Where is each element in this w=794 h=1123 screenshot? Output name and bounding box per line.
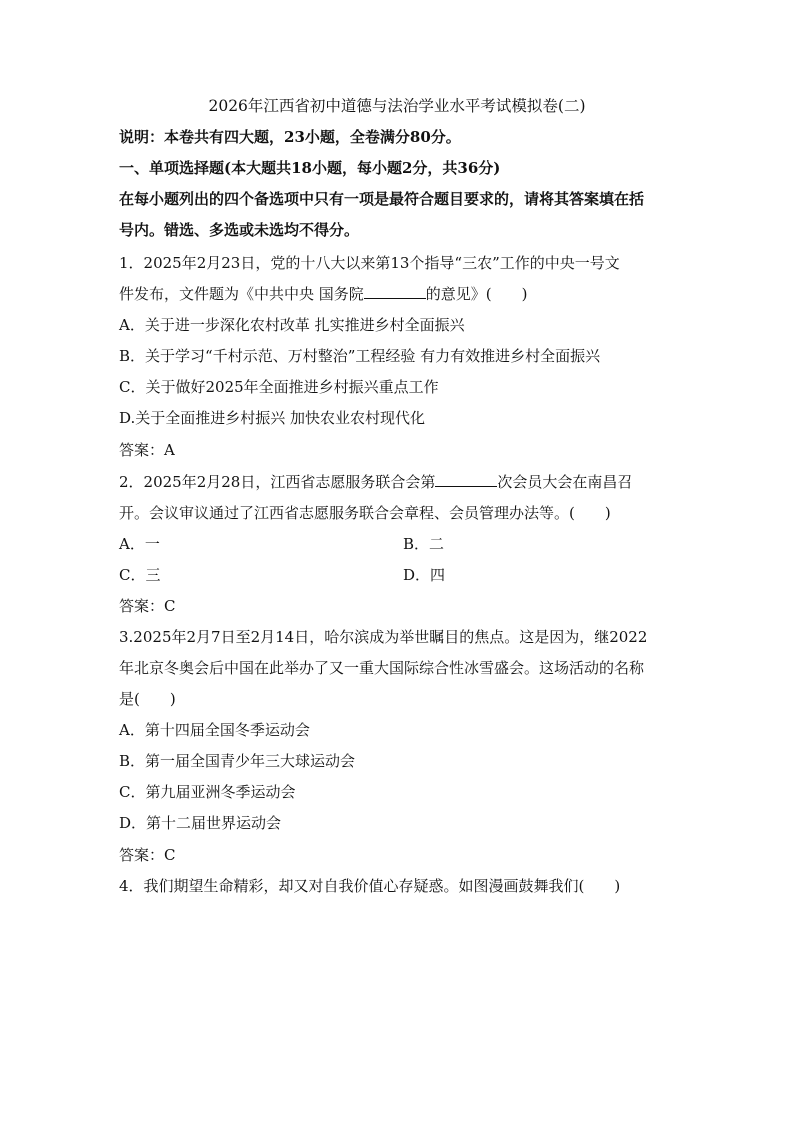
question-2-option-d: D．四	[403, 566, 446, 584]
question-3-option-a: A．第十四届全国冬季运动会	[119, 721, 310, 739]
question-1-option-c: C．关于做好2025年全面推进乡村振兴重点工作	[119, 378, 439, 396]
question-2-stem-text-after-blank: 次会员大会在南昌召	[497, 473, 633, 491]
question-1-option-b: B．关于学习“千村示范、万村整治”工程经验 有力有效推进乡村全面振兴	[119, 347, 601, 365]
question-1-stem-line-2	[119, 284, 528, 304]
question-3-answer: 答案：C	[119, 846, 176, 864]
section-instruction-line-2: 号内。错选、多选或未选均不得分。	[119, 221, 360, 239]
section-heading: 一、单项选择题(本大题共18小题，每小题2分，共36分)	[119, 159, 501, 177]
exam-title: 2026年江西省初中道德与法治学业水平考试模拟卷(二)	[208, 97, 586, 115]
question-3-stem-line-1: 3.2025年2月7日至2月14日，哈尔滨成为举世瞩目的焦点。这是因为，继2022	[119, 628, 648, 646]
question-2-stem-text-before-blank: 2．2025年2月28日，江西省志愿服务联合会第	[119, 473, 436, 491]
question-2-option-b: B．二	[403, 535, 445, 553]
question-1-stem-text-after-blank: 的意见》( )	[425, 285, 528, 303]
question-1-option-d: D.关于全面推进乡村振兴 加快农业农村现代化	[119, 409, 426, 427]
question-1-blank	[364, 284, 426, 299]
question-2-answer: 答案：C	[119, 597, 176, 615]
question-1-stem-text-before-blank: 件发布，文件题为《中共中央 国务院	[119, 285, 364, 303]
exam-note: 说明：本卷共有四大题，23小题，全卷满分80分。	[119, 128, 461, 146]
question-1-stem-line-1: 1．2025年2月23日，党的十八大以来第13个指导“三农”工作的中央一号文	[119, 254, 620, 272]
question-3-stem-line-3: 是( )	[119, 690, 176, 708]
question-3-option-c: C．第九届亚洲冬季运动会	[119, 783, 296, 801]
question-2-option-a: A．一	[119, 535, 160, 553]
question-2-stem-line-2: 开。会议审议通过了江西省志愿服务联合会章程、会员管理办法等。( )	[119, 504, 611, 522]
section-instruction-line-1: 在每小题列出的四个备选项中只有一项是最符合题目要求的，请将其答案填在括	[119, 190, 645, 208]
question-4-stem-line-1: 4．我们期望生命精彩，却又对自我价值心存疑惑。如图漫画鼓舞我们( )	[119, 877, 621, 895]
question-2-blank	[435, 472, 497, 487]
question-3-option-d: D．第十二届世界运动会	[119, 814, 282, 832]
question-1-answer: 答案：A	[119, 441, 175, 459]
question-2-stem-line-1	[119, 472, 632, 492]
question-3-option-b: B．第一届全国青少年三大球运动会	[119, 752, 356, 770]
question-2-option-c: C．三	[119, 566, 161, 584]
question-3-stem-line-2: 年北京冬奥会后中国在此举办了又一重大国际综合性冰雪盛会。这场活动的名称	[119, 659, 645, 677]
question-1-option-a: A．关于进一步深化农村改革 扎实推进乡村全面振兴	[119, 316, 465, 334]
